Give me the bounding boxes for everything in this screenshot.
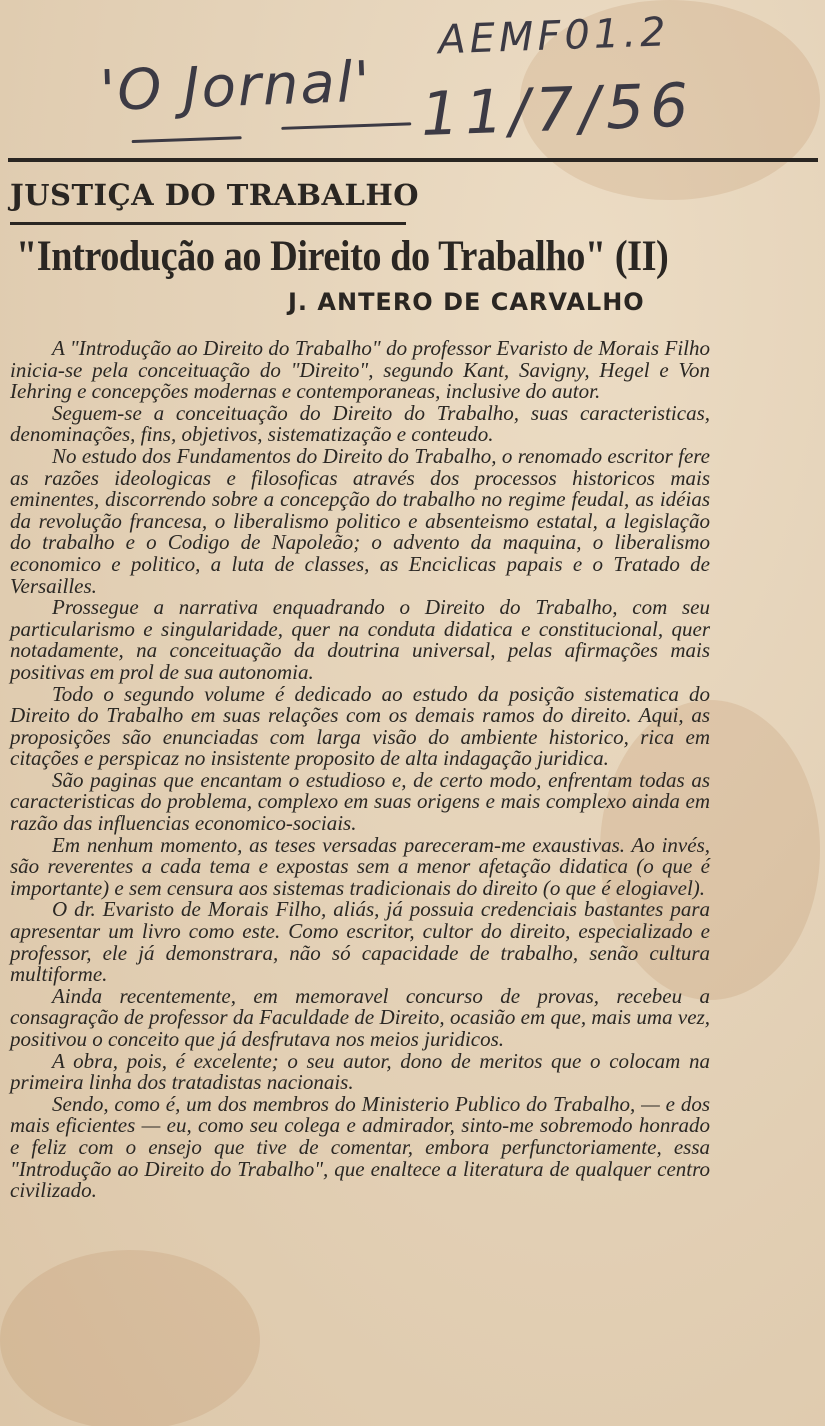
handwritten-underline [132, 136, 242, 143]
top-rule [8, 158, 818, 162]
paragraph: A obra, pois, é excelente; o seu autor, dono de meritos que o colocam na primeira linha dos tratadistas nacionais. [10, 1048, 710, 1095]
paragraph: Em nenhum momento, as teses versadas pareceram-me exaustivas. Ao invés, são reverentes a cada tema e expostas sem a menor afetação didatica (o que é importante) e sem censura aos sistemas tradicionais do direito (o que é elogiavel). [10, 832, 710, 900]
paragraph: São paginas que encantam o estudioso e, de certo modo, enfrentam todas as caracteristicas do problema, complexo em suas origens e mais complexo ainda em razão das influencias economico-sociais. [10, 767, 710, 836]
paragraph: Todo o segundo volume é dedicado ao estudo da posição sistematica do Direito do Trabalho em suas relações com os demais ramos do direito. Aqui, as proposições são enunciadas com larga visão do ambiente historico, rica em citações e perspicaz no insistente proposito de alta indagação juridica. [10, 681, 710, 771]
handwritten-archive-code: AEMF01.2 [437, 9, 671, 64]
article-title: "Introdução ao Direito do Trabalho" (II) [16, 233, 669, 280]
handwritten-annotation [98, 7, 742, 169]
article-body [10, 338, 710, 1202]
paragraph: Seguem-se a conceituação do Direito do Trabalho, suas caracteristicas, denominações, fins, objetivos, sistematização e conteudo. [10, 400, 710, 447]
handwritten-date: 11/7/56 [419, 70, 696, 150]
paper-stain [0, 1250, 260, 1426]
handwritten-underline [281, 122, 411, 130]
handwritten-newspaper-name: 'O Jornal' [98, 49, 373, 125]
paragraph: O dr. Evaristo de Morais Filho, aliás, já possuia credenciais bastantes para apresentar um livro como este. Como escritor, cultor do direito, especializado e professor, ele já demonstrara, não só capacidade de trabalho, senão cultura multiforme. [10, 897, 710, 987]
section-underline [10, 222, 406, 225]
section-heading: JUSTIÇA DO TRABALHO [10, 178, 420, 212]
paragraph: Prossegue a narrativa enquadrando o Direito do Trabalho, com seu particularismo e singularidade, quer na conduta didatica e constitucional, quer notadamente, na conceituação da doutrina universal, pelas afirmações mais positivas em prol de sua autonomia. [10, 595, 710, 684]
article-author: J. ANTERO DE CARVALHO [288, 288, 645, 316]
paragraph: Ainda recentemente, em memoravel concurso de provas, recebeu a consagração de professor da Faculdade de Direito, ocasião em que, mais uma vez, positivou o conceito que já desfrutava nos meios juridicos. [10, 983, 710, 1051]
paragraph: Sendo, como é, um dos membros do Ministerio Publico do Trabalho, — e dos mais eficientes — eu, como seu colega e admirador, sinto-me sobremodo honrado e feliz com o ensejo que tive de comentar, embora perfunctoriamente, essa "Introdução ao Direito do Trabalho", que enaltece a literatura de qualquer centro civilizado. [10, 1091, 710, 1203]
paragraph: A "Introdução ao Direito do Trabalho" do professor Evaristo de Morais Filho inicia-se pela conceituação do "Direito", segundo Kant, Savigny, Hegel e Von Iehring e concepções modernas e contemporaneas, inclusive do autor. [10, 336, 710, 404]
paragraph: No estudo dos Fundamentos do Direito do Trabalho, o renomado escritor fere as razões ideologicas e filosoficas através dos processos historicos mais eminentes, discorrendo sobre a concepção do trabalho no regime feudal, as idéias da revolução francesa, o liberalismo politico e absenteismo estatal, a legislação do trabalho e o Codigo de Napoleão; o advento da maquina, o liberalismo economico e politico, a luta de classes, as Enciclicas papais e o Tratado de Versailles. [10, 443, 710, 598]
